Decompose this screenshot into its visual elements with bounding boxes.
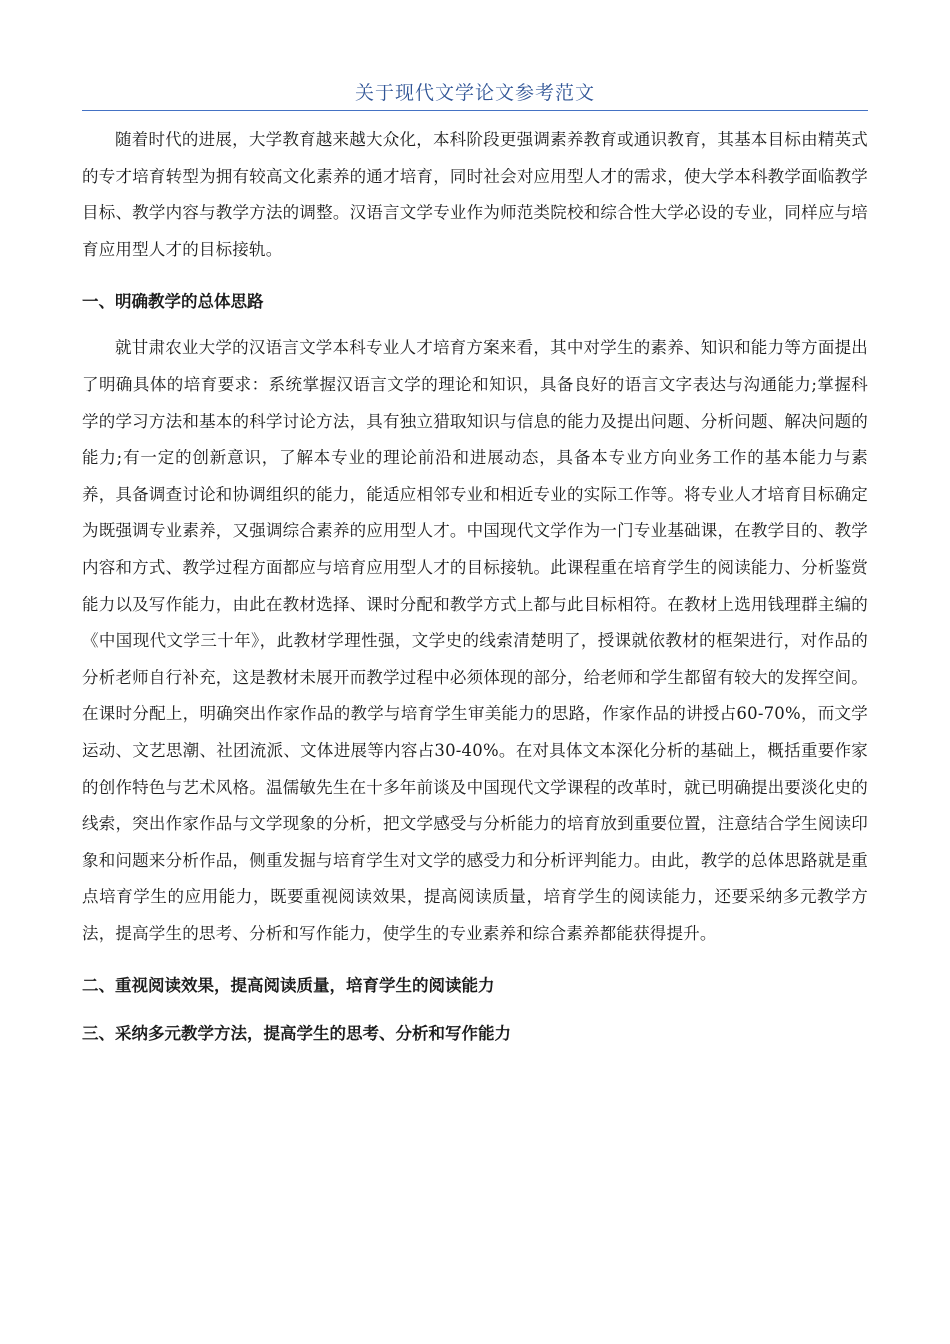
document-header [82, 78, 868, 111]
section-heading-1: 一、明确教学的总体思路 [82, 292, 264, 312]
document-body [82, 122, 868, 1052]
section-heading-3: 三、采纳多元教学方法，提高学生的思考、分析和写作能力 [82, 1024, 511, 1044]
paragraph-intro: 随着时代的进展，大学教育越来越大众化，本科阶段更强调素养教育或通识教育，其基本目标由精英式的专才培育转型为拥有较高文化素养的通才培育，同时社会对应用型人才的需求，使大学本科教学面临教学目标、教学内容与教学方法的调整。汉语言文学专业作为师范类院校和综合性大学必设的专业，同样应与培育应用型人才的目标接轨。 [82, 130, 868, 259]
document-title: 关于现代文学论文参考范文 [354, 82, 595, 104]
section-heading-2: 二、重视阅读效果，提高阅读质量，培育学生的阅读能力 [82, 976, 495, 996]
paragraph-section-1: 就甘肃农业大学的汉语言文学本科专业人才培育方案来看，其中对学生的素养、知识和能力等方面提出了明确具体的培育要求：系统掌握汉语言文学的理论和知识，具备良好的语言文字表达与沟通能力;掌握科学的学习方法和基本的科学讨论方法，具有独立猎取知识与信息的能力及提出问题、分析问题、解决问题的能力;有一定的创新意识，了解本专业的理论前沿和进展动态，具备本专业方向业务工作的基本能力与素养，具备调查讨论和协调组织的能力，能适应相邻专业和相近专业的实际工作等。将专业人才培育目标确定为既强调专业素养，又强调综合素养的应用型人才。中国现代文学作为一门专业基础课，在教学目的、教学内容和方式、教学过程方面都应与培育应用型人才的目标接轨。此课程重在培育学生的阅读能力、分析鉴赏能力以及写作能力，由此在教材选择、课时分配和教学方式上都与此目标相符。在教材上选用钱理群主编的《中国现代文学三十年》，此教材学理性强，文学史的线索清楚明了，授课就依教材的框架进行，对作品的分析老师自行补充，这是教材未展开而教学过程中必须体现的部分，给老师和学生都留有较大的发挥空间。在课时分配上，明确突出作家作品的教学与培育学生审美能力的思路，作家作品的讲授占60-70%，而文学运动、文艺思潮、社团流派、文体进展等内容占30-40%。在对具体文本深化分析的基础上，概括重要作家的创作特色与艺术风格。温儒敏先生在十多年前谈及中国现代文学课程的改革时，就已明确提出要淡化史的线索，突出作家作品与文学现象的分析，把文学感受与分析能力的培育放到重要位置，注意结合学生阅读印象和问题来分析作品，侧重发掘与培育学生对文学的感受力和分析评判能力。由此，教学的总体思路就是重点培育学生的应用能力，既要重视阅读效果，提高阅读质量，培育学生的阅读能力，还要采纳多元教学方法，提高学生的思考、分析和写作能力，使学生的专业素养和综合素养都能获得提升。 [82, 338, 868, 943]
